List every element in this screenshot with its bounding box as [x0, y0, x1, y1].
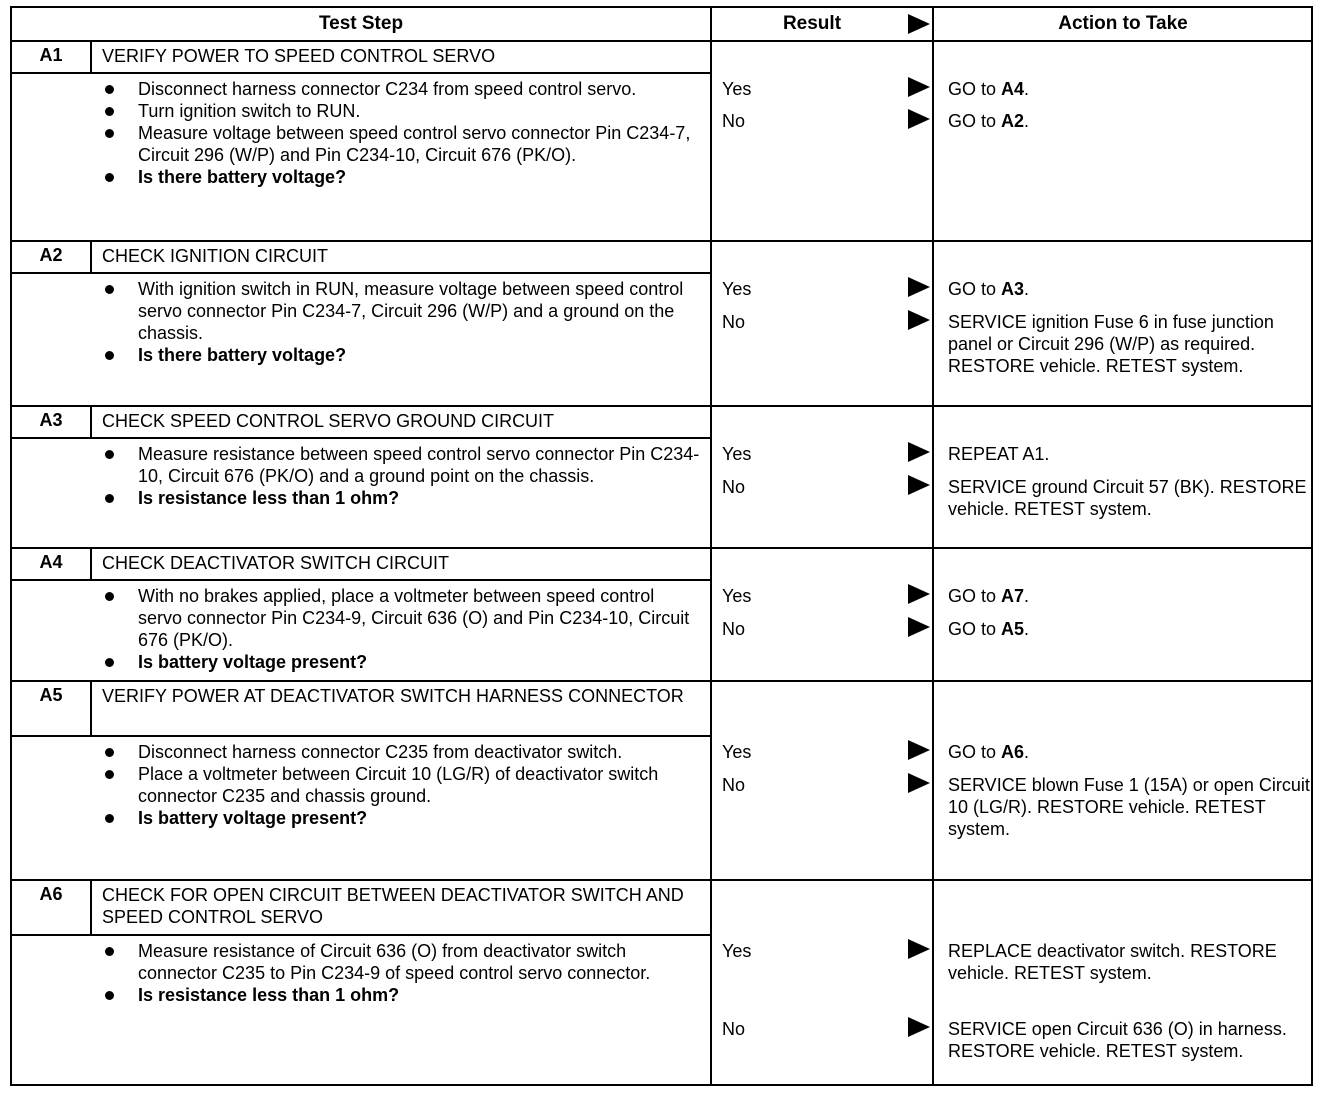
arrow-icon [908, 109, 930, 129]
column-divider [932, 8, 934, 1084]
header-action: Action to Take [1058, 13, 1188, 34]
step-title-a2: CHECK IGNITION CIRCUIT [102, 246, 329, 266]
bullet-question: Is resistance less than 1 ohm? [100, 984, 700, 1006]
step-title-rule [12, 72, 710, 74]
column-divider [710, 8, 712, 1084]
step-id-a4: A4 [39, 552, 63, 572]
step-bullets-a1 [100, 78, 700, 188]
step-id-a5: A5 [39, 685, 63, 705]
step-title-a6: CHECK FOR OPEN CIRCUIT BETWEEN DEACTIVATOR SWITCH AND SPEED CONTROL SERVO [102, 885, 684, 927]
step-bullets-a6 [100, 940, 700, 1006]
step-id-divider [90, 547, 92, 579]
bullet-item: With ignition switch in RUN, measure voltage between speed control servo connector Pin C234-7, Circuit 296 (W/P) and a ground on the chassis. [100, 278, 700, 344]
bullet-item: Place a voltmeter between Circuit 10 (LG/R) of deactivator switch connector C235 and chassis ground. [100, 763, 700, 807]
step-bullets-a4 [100, 585, 700, 673]
step-id-divider [90, 879, 92, 934]
arrow-icon [908, 14, 930, 34]
step-id-a6: A6 [39, 884, 63, 904]
bullet-question: Is there battery voltage? [100, 344, 700, 366]
result-yes: Yes [722, 941, 752, 961]
step-title-a4: CHECK DEACTIVATOR SWITCH CIRCUIT [102, 553, 450, 573]
bullet-question: Is battery voltage present? [100, 651, 700, 673]
action-yes-a3: REPEAT A1. [948, 444, 1050, 464]
step-title-rule [12, 934, 710, 936]
bullet-item: Measure resistance between speed control servo connector Pin C234-10, Circuit 676 (PK/O) and a ground point on the chassis. [100, 443, 700, 487]
result-no: No [722, 775, 746, 795]
result-no: No [722, 1019, 746, 1039]
step-title-a3: CHECK SPEED CONTROL SERVO GROUND CIRCUIT [102, 411, 555, 431]
arrow-icon [908, 277, 930, 297]
result-no: No [722, 477, 746, 497]
arrow-icon [908, 617, 930, 637]
action-yes-a6: REPLACE deactivator switch. RESTORE vehicle. RETEST system. [948, 941, 1277, 983]
result-no: No [722, 111, 746, 131]
row-divider [12, 40, 1311, 42]
arrow-icon [908, 475, 930, 495]
action-no-a4: GO to A5. [948, 619, 1030, 639]
step-bullets-a2 [100, 278, 700, 366]
row-divider [12, 547, 1311, 549]
step-title-a5: VERIFY POWER AT DEACTIVATOR SWITCH HARNESS CONNECTOR [102, 686, 684, 706]
step-title-rule [12, 735, 710, 737]
action-yes-a1: GO to A4. [948, 79, 1030, 99]
result-yes: Yes [722, 279, 752, 299]
arrow-icon [908, 77, 930, 97]
result-no: No [722, 619, 746, 639]
bullet-item: Measure resistance of Circuit 636 (O) from deactivator switch connector C235 to Pin C234-9 of speed control servo connector. [100, 940, 700, 984]
row-divider [12, 405, 1311, 407]
arrow-icon [908, 773, 930, 793]
step-id-divider [90, 40, 92, 72]
row-divider [12, 240, 1311, 242]
step-id-divider [90, 240, 92, 272]
header-test-step: Test Step [318, 13, 404, 34]
row-divider [12, 879, 1311, 881]
action-yes-a5: GO to A6. [948, 742, 1030, 762]
bullet-question: Is resistance less than 1 ohm? [100, 487, 700, 509]
action-no-a2: SERVICE ignition Fuse 6 in fuse junction panel or Circuit 296 (W/P) as required. RESTORE vehicle. RETEST system. [948, 312, 1274, 376]
action-yes-a4: GO to A7. [948, 586, 1030, 606]
action-no-a6: SERVICE open Circuit 636 (O) in harness. RESTORE vehicle. RETEST system. [948, 1019, 1287, 1061]
arrow-icon [908, 1017, 930, 1037]
action-no-a5: SERVICE blown Fuse 1 (15A) or open Circuit 10 (LG/R). RESTORE vehicle. RETEST system. [948, 775, 1310, 839]
step-bullets-a5 [100, 741, 700, 829]
step-id-a2: A2 [39, 245, 63, 265]
step-id-a3: A3 [39, 410, 63, 430]
arrow-icon [908, 442, 930, 462]
diagnostic-table [10, 6, 1313, 1086]
step-title-rule [12, 579, 710, 581]
step-id-divider [90, 405, 92, 437]
bullet-item: Disconnect harness connector C234 from speed control servo. [100, 78, 700, 100]
result-yes: Yes [722, 444, 752, 464]
step-title-rule [12, 437, 710, 439]
bullet-item: With no brakes applied, place a voltmeter between speed control servo connector Pin C234-9, Circuit 636 (O) and Pin C234-10, Circuit 676 (PK/O). [100, 585, 700, 651]
bullet-question: Is there battery voltage? [100, 166, 700, 188]
arrow-icon [908, 740, 930, 760]
arrow-icon [908, 310, 930, 330]
action-yes-a2: GO to A3. [948, 279, 1030, 299]
step-bullets-a3 [100, 443, 700, 509]
bullet-item: Measure voltage between speed control servo connector Pin C234-7, Circuit 296 (W/P) and Pin C234-10, Circuit 676 (PK/O). [100, 122, 700, 166]
bullet-item: Turn ignition switch to RUN. [100, 100, 700, 122]
result-yes: Yes [722, 742, 752, 762]
step-id-a1: A1 [39, 45, 63, 65]
step-title-a1: VERIFY POWER TO SPEED CONTROL SERVO [102, 46, 496, 66]
result-yes: Yes [722, 79, 752, 99]
arrow-icon [908, 939, 930, 959]
arrow-icon [908, 584, 930, 604]
bullet-item: Disconnect harness connector C235 from deactivator switch. [100, 741, 700, 763]
bullet-question: Is battery voltage present? [100, 807, 700, 829]
result-no: No [722, 312, 746, 332]
result-yes: Yes [722, 586, 752, 606]
row-divider [12, 680, 1311, 682]
header-result: Result [782, 13, 842, 34]
step-id-divider [90, 680, 92, 735]
action-no-a3: SERVICE ground Circuit 57 (BK). RESTORE vehicle. RETEST system. [948, 477, 1307, 519]
action-no-a1: GO to A2. [948, 111, 1030, 131]
step-title-rule [12, 272, 710, 274]
